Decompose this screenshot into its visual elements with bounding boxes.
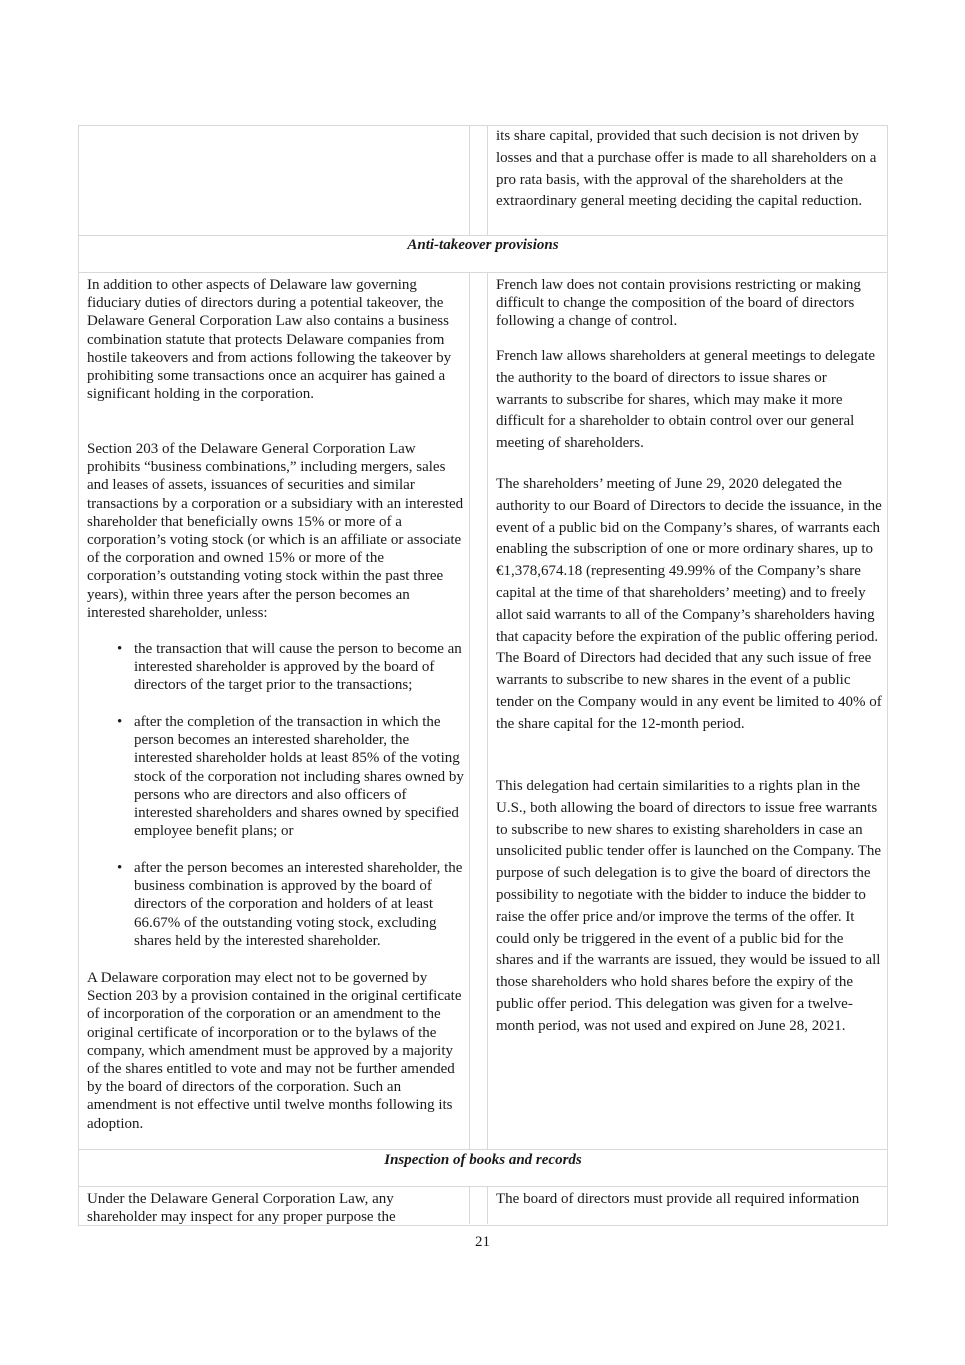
opt-out-paragraph: A Delaware corporation may elect not to be governed by Section 203 by a provision contained in the original certificate of incorporation of the corporation or an amendment to the original certificate of incorporation or to the bylaws of the company, which amendment must be approved by a majority of the shares entitled to vote and may not be further amended by the board of directors of the corporation. Such an amendment is not effective until twelve months following its adoption. <box>87 970 462 1132</box>
list-item: • the transaction that will cause the person to become an interested shareholder is approved by the board of directors of the target prior to the transactions; <box>117 641 462 694</box>
column-divider <box>487 125 488 236</box>
delegation-authority-paragraph: French law allows shareholders at general meetings to delegate the authority to the board of directors to issue shares or warrants to subscribe for shares, which may make it more difficult for a shareholder to obtain control over our general meeting of shareholders. <box>496 348 876 452</box>
section-heading-inspection: Inspection of books and records <box>384 1152 582 1168</box>
rights-plan-paragraph: This delegation had certain similarities to a rights plan in the U.S., both allowing the board of directors to issue free warrants to subscribe to new shares to existing shareholders in case an unsolicited public tender offer is launched on the Company. The purpose of such delegation is to give the board of directors the possibility to negotiate with the bidder to induce the bidder to raise the offer price and/or improve the terms of the offer. It could only be triggered in the event of a public bid for the shares and if the warrants are issued, they would be issued to all those shareholders who hold shares before the expiry of the public offer period. This delegation was given for a twelve-month period, was not used and expired on June 28, 2021. <box>496 778 882 1034</box>
list-item: • after the completion of the transaction in which the person becomes an interested shareholder, the interested shareholder holds at least 85% of the voting stock of the corporation not including shares owned by persons who are directors and also officers of interested shareholders and shares owned by specified employee benefit plans; or <box>117 714 464 840</box>
french-inspection-paragraph: The board of directors must provide all required information <box>496 1191 860 1207</box>
row-divider <box>78 272 888 273</box>
column-divider <box>469 1186 470 1224</box>
delaware-inspection-paragraph: Under the Delaware General Corporation Law, any shareholder may inspect for any proper purpose the <box>87 1191 396 1226</box>
section-203-paragraph: Section 203 of the Delaware General Corporation Law prohibits “business combinations,” including mergers, sales and leases of assets, issuances of securities and similar transactions by a corporation or a subsidiary with an interested shareholder that beneficially owns 15% or more of a corporation’s voting stock (or which is an affiliate or associate of the corporation and owned 15% or more of the corporation’s outstanding voting stock within the past three years), within three years after the person becomes an interested shareholder, unless: <box>87 441 464 621</box>
list-item: • after the person becomes an interested shareholder, the business combination is approved by the board of directors of the corporation and holders of at least 66.67% of the outstanding voting stock, excluding shares held by the interested shareholder. <box>117 860 463 949</box>
bullet-icon: • <box>117 714 123 730</box>
row-divider <box>78 1186 888 1187</box>
column-divider <box>469 125 470 236</box>
bullet-icon: • <box>117 641 123 657</box>
column-divider <box>487 272 488 1150</box>
share-capital-reduction-continuation: its share capital, provided that such decision is not driven by losses and that a purchase offer is made to all shareholders on a pro rata basis, with the approval of the shareholders at the extraordinary general meeting deciding the capital reduction. <box>496 128 877 210</box>
french-law-paragraph: French law does not contain provisions restricting or making difficult to change the composition of the board of directors following a change of control. <box>496 277 861 330</box>
column-divider <box>469 272 470 1150</box>
bullet-icon: • <box>117 860 123 876</box>
delaware-takeover-paragraph: In addition to other aspects of Delaware law governing fiduciary duties of directors during a potential takeover, the Delaware General Corporation Law also contains a business combination statute that protects Delaware companies from hostile takeovers and from actions following the takeover by prohibiting some transactions once an acquirer has gained a significant holding in the corporation. <box>87 277 452 403</box>
row-divider <box>78 1149 888 1150</box>
column-divider <box>487 1186 488 1224</box>
june-2020-meeting-paragraph: The shareholders’ meeting of June 29, 2020 delegated the authority to our Board of Directors to decide the issuance, in the event of a public bid on the Company’s shares, of warrants each enabling the subscription of one or more ordinary shares, up to €1,378,674.18 (representing 49.99% of the Company’s share capital at the time of that shareholders’ meeting) and to freely allot said warrants to all of the Company’s shareholders having that capacity before the expiration of the public offering period. The Board of Directors had decided that any such issue of free warrants to subscribe to new shares in the event of a public tender on the Company would in any event be limited to 40% of the share capital for the 12-month period. <box>496 476 882 732</box>
row-divider <box>78 235 888 236</box>
section-heading-anti-takeover: Anti-takeover provisions <box>407 237 559 253</box>
page-number: 21 <box>475 1234 490 1250</box>
